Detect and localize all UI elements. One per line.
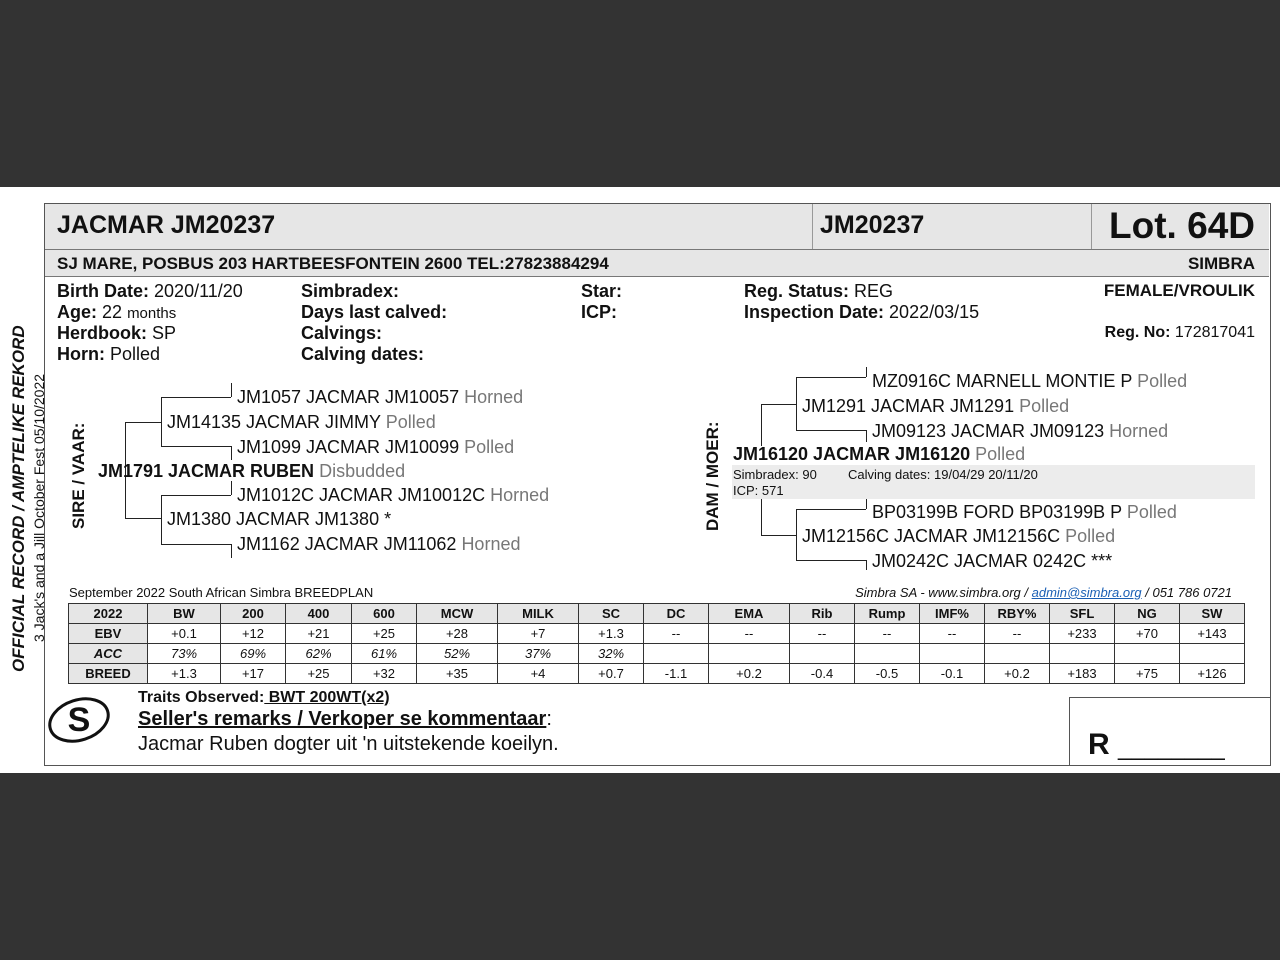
sire-label: SIRE / VAAR:	[69, 422, 88, 529]
pedigree-line	[796, 430, 866, 431]
pedigree-name: JM14135 JACMAR JIMMY	[167, 412, 381, 432]
horn-status: Polled	[1137, 371, 1188, 391]
animal-name: JACMAR JM20237	[57, 211, 276, 239]
horn-status: Polled	[1019, 396, 1070, 416]
pedigree-line	[231, 383, 232, 397]
age	[57, 302, 176, 323]
row-header: BREED	[69, 664, 148, 684]
pedigree-line	[161, 544, 231, 545]
pedigree-line	[161, 446, 231, 447]
acc-cell: 69%	[221, 644, 286, 664]
breed: SIMBRA	[1187, 254, 1255, 273]
pedigree-line	[761, 404, 762, 446]
ebv-header-row	[69, 604, 1245, 624]
pedigree-line	[231, 446, 232, 460]
dam-simbradex: Simbradex: 90	[733, 467, 817, 482]
acc-cell: 73%	[148, 644, 221, 664]
pedigree-name: BP03199B FORD BP03199B P	[872, 502, 1122, 522]
logo-letter: S	[67, 701, 91, 739]
pedigree-dd-sire	[872, 502, 1177, 523]
birth-date	[57, 281, 243, 302]
acc-cell	[1050, 644, 1115, 664]
pedigree-sd-sire	[237, 485, 549, 506]
reg-status-label: Reg. Status:	[744, 281, 850, 301]
official-record-label: OFFICIAL RECORD / AMPTELIKE REKORD	[9, 325, 28, 672]
pedigree-sd-dam	[237, 534, 520, 555]
column-header: Rump	[855, 604, 920, 624]
column-header: 600	[352, 604, 417, 624]
age-label: Age:	[57, 302, 97, 322]
pedigree-line	[761, 404, 796, 405]
pedigree-line	[161, 397, 162, 447]
breed-cell: +75	[1115, 664, 1180, 684]
pedigree-line	[866, 499, 867, 509]
simbra-contact	[855, 585, 1232, 600]
remarks-text: Jacmar Ruben dogter uit 'n uitstekende koeilyn.	[138, 733, 559, 755]
horn-status: Horned	[461, 534, 521, 554]
logo-icon	[46, 692, 112, 746]
pedigree-line	[796, 560, 866, 561]
catalogue-card	[0, 187, 1280, 773]
row-header: ACC	[69, 644, 148, 664]
simbra-website: Simbra SA - www.simbra.org /	[855, 585, 1032, 600]
pedigree-ss-dam	[237, 437, 514, 458]
horn-status: Polled	[1126, 502, 1177, 522]
horn-status: Polled	[1065, 526, 1116, 546]
column-header: 400	[286, 604, 352, 624]
breed-cell: +0.2	[985, 664, 1050, 684]
days-last-calved-label: Days last calved:	[301, 302, 448, 322]
column-header: SFL	[1050, 604, 1115, 624]
column-header: MILK	[498, 604, 579, 624]
acc-cell	[920, 644, 985, 664]
pedigree-line	[866, 560, 867, 570]
horn-status: Disbudded	[319, 461, 406, 481]
acc-cell: 62%	[286, 644, 352, 664]
pedigree-name: JM1012C JACMAR JM10012C	[237, 485, 486, 505]
simbra-logo	[46, 692, 112, 746]
acc-cell: 61%	[352, 644, 417, 664]
acc-cell	[855, 644, 920, 664]
column-header: 2022	[69, 604, 148, 624]
column-header: 200	[221, 604, 286, 624]
ebv-cell: +143	[1180, 624, 1245, 644]
breed-cell: +32	[352, 664, 417, 684]
reg-status-value: REG	[854, 281, 894, 301]
ebv-cell: +0.1	[148, 624, 221, 644]
inspection-date-value: 2022/03/15	[889, 302, 980, 322]
ebv-table	[68, 603, 1245, 684]
pedigree-line	[866, 430, 867, 442]
remarks-colon: :	[546, 708, 552, 730]
title-divider	[1091, 204, 1092, 249]
acc-cell	[790, 644, 855, 664]
ebv-cell: +25	[352, 624, 417, 644]
ebv-row	[69, 624, 1245, 644]
horn-status: Horned	[490, 485, 550, 505]
breed-cell: -0.4	[790, 664, 855, 684]
traits-observed	[138, 689, 390, 707]
simbra-phone: / 051 786 0721	[1141, 585, 1232, 600]
animal-id: JM20237	[820, 211, 925, 239]
acc-cell	[644, 644, 709, 664]
row-header: EBV	[69, 624, 148, 644]
column-header: Rib	[790, 604, 855, 624]
ebv-cell: +233	[1050, 624, 1115, 644]
pedigree-line	[231, 544, 232, 558]
breed-cell: -0.5	[855, 664, 920, 684]
pedigree-sire-sire	[167, 412, 436, 433]
pedigree-ds-dam	[872, 421, 1168, 442]
acc-row	[69, 644, 1245, 664]
traits-label: Traits Observed:	[138, 689, 265, 706]
acc-cell: 52%	[417, 644, 498, 664]
star-label: Star:	[581, 281, 623, 301]
breedplan-caption: September 2022 South African Simbra BREEDPLAN	[69, 585, 374, 600]
icp-label: ICP:	[581, 302, 617, 322]
column-header: SW	[1180, 604, 1245, 624]
pedigree-name: JM1291 JACMAR JM1291	[802, 396, 1015, 416]
breed-cell: +4	[498, 664, 579, 684]
acc-cell: 37%	[498, 644, 579, 664]
ebv-cell: +7	[498, 624, 579, 644]
pedigree-line	[796, 509, 866, 510]
birth-date-label: Birth Date:	[57, 281, 150, 301]
acc-cell	[985, 644, 1050, 664]
birth-date-value: 2020/11/20	[154, 281, 243, 301]
breed-cell: +25	[286, 664, 352, 684]
acc-cell: 32%	[579, 644, 644, 664]
ebv-cell: +1.3	[579, 624, 644, 644]
pedigree-dd-dam	[872, 551, 1112, 572]
acc-cell	[1180, 644, 1245, 664]
column-header: BW	[148, 604, 221, 624]
pedigree-line	[125, 518, 161, 519]
reg-status	[744, 281, 893, 302]
dam-icp: ICP: 571	[733, 483, 784, 498]
column-header: MCW	[417, 604, 498, 624]
age-unit: months	[127, 305, 177, 322]
pedigree-dam-sire	[802, 396, 1069, 417]
pedigree-name: JM1057 JACMAR JM10057	[237, 387, 460, 407]
ebv-cell: --	[790, 624, 855, 644]
horn-status: Horned	[1109, 421, 1169, 441]
age-value: 22	[102, 302, 123, 322]
inspection-date	[744, 302, 979, 323]
breed-cell: +1.3	[148, 664, 221, 684]
column-header: DC	[644, 604, 709, 624]
ebv-cell: --	[855, 624, 920, 644]
breed-cell: +183	[1050, 664, 1115, 684]
dam-label: DAM / MOER:	[703, 421, 722, 531]
lot-number: Lot. 64D	[1109, 205, 1255, 246]
ebv-cell: +70	[1115, 624, 1180, 644]
pedigree-sire-dam	[167, 509, 391, 530]
calving-dates-label: Calving dates:	[301, 344, 425, 364]
pedigree-name: JM1162 JACMAR JM11062	[237, 534, 457, 554]
horn-status: Polled	[975, 444, 1026, 464]
herdbook-label: Herdbook:	[57, 323, 147, 343]
traits-value: BWT 200WT(x2)	[264, 689, 390, 706]
column-header: IMF%	[920, 604, 985, 624]
simbradex-label: Simbradex:	[301, 281, 400, 301]
acc-cell	[709, 644, 790, 664]
pedigree-name: JM12156C JACMAR JM12156C	[802, 526, 1061, 546]
horn-value: Polled	[110, 344, 161, 364]
breed-cell: +0.7	[579, 664, 644, 684]
sex: FEMALE/VROULIK	[1103, 281, 1255, 300]
price-line: ________	[1118, 734, 1225, 761]
pedigree-line	[161, 495, 162, 545]
ebv-cell: +21	[286, 624, 352, 644]
pedigree-line	[231, 481, 232, 495]
reg-number-label: Reg. No:	[1104, 324, 1171, 341]
horn	[57, 344, 160, 365]
horn-status: Polled	[385, 412, 436, 432]
pedigree-name: JM1791 JACMAR RUBEN	[98, 461, 315, 481]
pedigree-line	[796, 377, 797, 431]
pedigree-line	[125, 422, 161, 423]
pedigree-dam-dam	[802, 526, 1115, 547]
ebv-cell: --	[709, 624, 790, 644]
remarks-title: Seller's remarks / Verkoper se kommentaar	[138, 708, 547, 730]
pedigree-sire	[98, 461, 405, 482]
pedigree-line	[866, 367, 867, 377]
remarks-heading	[138, 708, 552, 731]
column-header: RBY%	[985, 604, 1050, 624]
inspection-date-label: Inspection Date:	[744, 302, 885, 322]
breed-cell: +126	[1180, 664, 1245, 684]
column-header: NG	[1115, 604, 1180, 624]
breed-cell: +35	[417, 664, 498, 684]
pedigree-ss-sire	[237, 387, 523, 408]
event-label: 3 Jack's and a Jill October Fest 05/10/2022	[31, 373, 47, 642]
breed-cell: +0.2	[709, 664, 790, 684]
pedigree-line	[161, 397, 231, 398]
herdbook-value: SP	[152, 323, 177, 343]
breed-row	[69, 664, 1245, 684]
ebv-cell: +28	[417, 624, 498, 644]
ebv-cell: +12	[221, 624, 286, 644]
calvings-label: Calvings:	[301, 323, 383, 343]
pedigree-name: MZ0916C MARNELL MONTIE P	[872, 371, 1133, 391]
pedigree-line	[161, 495, 231, 496]
column-header: EMA	[709, 604, 790, 624]
horn-label: Horn:	[57, 344, 105, 364]
reg-number	[1105, 324, 1255, 342]
pedigree-dam	[733, 444, 1025, 465]
breeder-info: SJ MARE, POSBUS 203 HARTBEESFONTEIN 2600 TEL:27823884294	[57, 254, 609, 273]
pedigree-name: JM0242C JACMAR 0242C ***	[872, 551, 1113, 571]
ebv-cell: --	[920, 624, 985, 644]
pedigree-name: JM16120 JACMAR JM16120	[733, 444, 971, 464]
breed-cell: -1.1	[644, 664, 709, 684]
dam-calving-dates: Calving dates: 19/04/29 20/11/20	[848, 467, 1038, 482]
pedigree-line	[761, 499, 762, 535]
pedigree-name: JM09123 JACMAR JM09123	[872, 421, 1105, 441]
pedigree-name: JM1380 JACMAR JM1380 *	[167, 509, 392, 529]
title-divider	[812, 204, 813, 249]
acc-cell	[1115, 644, 1180, 664]
pedigree-name: JM1099 JACMAR JM10099	[237, 437, 460, 457]
r-label: R	[1088, 728, 1110, 761]
reg-number-value: 172817041	[1174, 324, 1255, 341]
horn-status: Horned	[464, 387, 524, 407]
pedigree-line	[761, 535, 796, 536]
pedigree-line	[796, 377, 866, 378]
breed-cell: +17	[221, 664, 286, 684]
horn-status: Polled	[464, 437, 515, 457]
herdbook	[57, 323, 176, 344]
ebv-cell: --	[985, 624, 1050, 644]
ebv-cell: --	[644, 624, 709, 644]
breed-cell: -0.1	[920, 664, 985, 684]
column-header: SC	[579, 604, 644, 624]
pedigree-line	[796, 509, 797, 561]
email-link[interactable]: admin@simbra.org	[1031, 585, 1142, 600]
pedigree-ds-sire	[872, 371, 1187, 392]
